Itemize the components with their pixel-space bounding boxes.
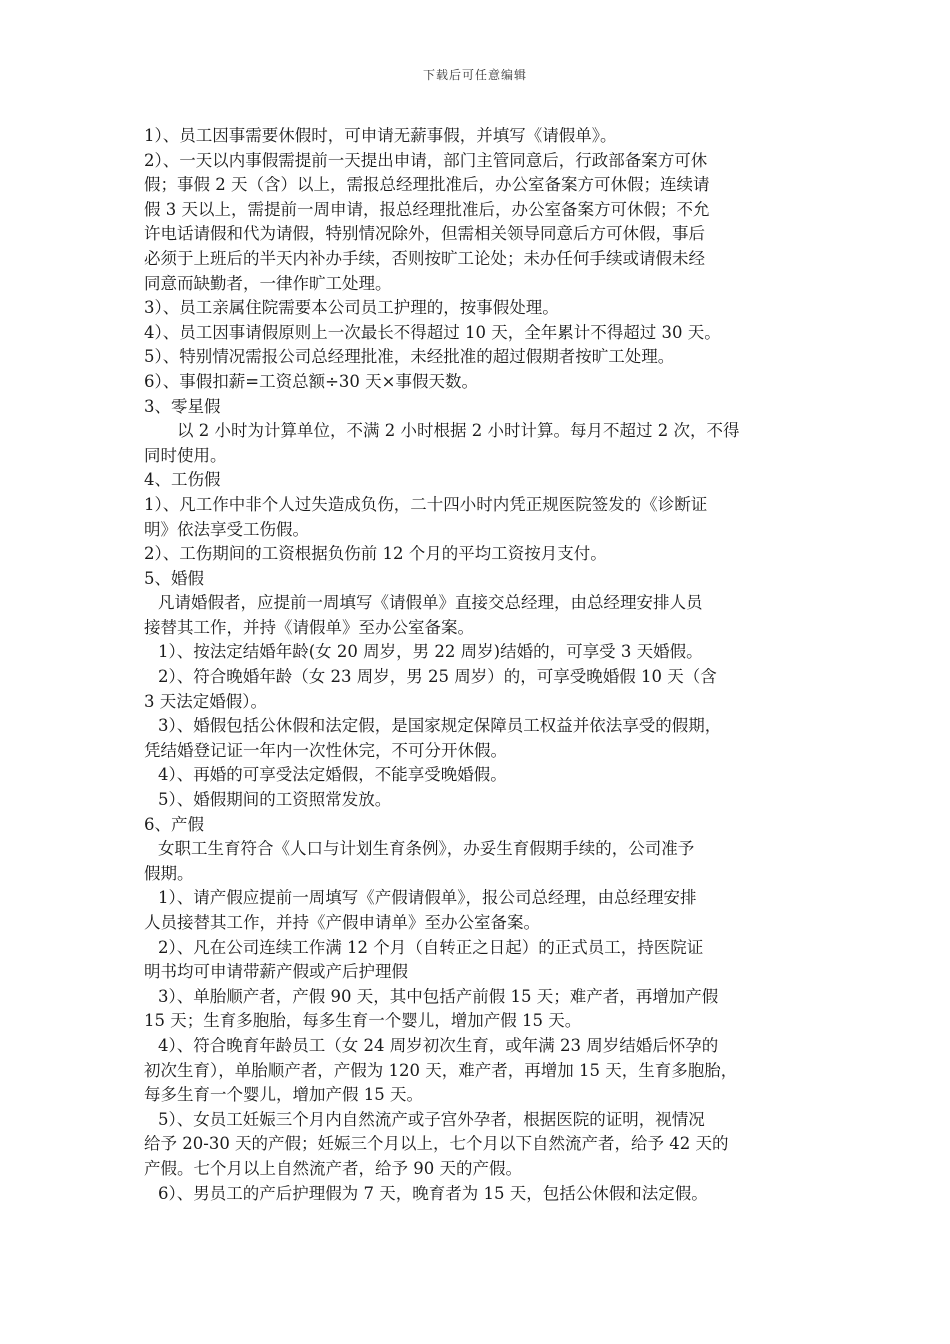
text-line: 假；事假 2 天（含）以上，需报总经理批准后，办公室备案方可休假；连续请 (144, 175, 710, 195)
text-line: 6）、事假扣薪=工资总额÷30 天×事假天数。 (144, 371, 478, 391)
text-line: 4、工伤假 (144, 470, 221, 490)
text-line: 1）、按法定结婚年龄(女 20 周岁，男 22 周岁)结婚的，可享受 3 天婚假。 (158, 642, 703, 662)
text-line: 5）、女员工妊娠三个月内自然流产或子宫外孕者，根据医院的证明，视情况 (158, 1109, 705, 1129)
text-line: 3 天法定婚假）。 (144, 691, 267, 711)
text-line: 明》依法享受工伤假。 (144, 519, 309, 539)
text-line: 明书均可申请带薪产假或产后护理假 (144, 962, 408, 982)
text-line: 以 2 小时为计算单位，不满 2 小时根据 2 小时计算。每月不超过 2 次，不得 (177, 421, 740, 441)
text-line: 1）、凡工作中非个人过失造成负伤，二十四小时内凭正规医院签发的《诊断证 (144, 494, 708, 514)
text-line: 给予 20-30 天的产假；妊娠三个月以上，七个月以下自然流产者，给予 42 天的 (144, 1134, 729, 1154)
text-line: 许电话请假和代为请假，特别情况除外，但需相关领导同意后方可休假，事后 (144, 224, 705, 244)
text-line: 2）、凡在公司连续工作满 12 个月（自转正之日起）的正式员工，持医院证 (158, 937, 704, 957)
text-line: 5、婚假 (144, 568, 204, 588)
text-line: 1）、请产假应提前一周填写《产假请假单》，报公司总经理，由总经理安排 (158, 888, 697, 908)
text-line: 同时使用。 (144, 445, 227, 465)
document-body (144, 124, 816, 1206)
text-line: 假期。 (144, 863, 194, 883)
text-line: 1）、员工因事需要休假时，可申请无薪事假，并填写《请假单》。 (144, 126, 617, 145)
text-line: 4）、符合晚育年龄员工（女 24 周岁初次生育，或年满 23 周岁结婚后怀孕的 (158, 1035, 719, 1055)
text-line: 2）、工伤期间的工资根据负伤前 12 个月的平均工资按月支付。 (144, 544, 607, 564)
text-line: 3）、婚假包括公休假和法定假，是国家规定保障员工权益并依法享受的假期， (158, 716, 722, 736)
text-line: 5）、婚假期间的工资照常发放。 (158, 790, 392, 810)
text-line: 女职工生育符合《人口与计划生育条例》，办妥生育假期手续的，公司准予 (158, 839, 695, 859)
text-line: 2）、一天以内事假需提前一天提出申请，部门主管同意后，行政部备案方可休 (144, 150, 708, 170)
text-line: 3、零星假 (144, 396, 221, 416)
text-line: 6）、男员工的产后护理假为 7 天，晚育者为 15 天，包括公休假和法定假。 (158, 1183, 708, 1203)
text-line: 6、产假 (144, 814, 204, 834)
text-line: 凡请婚假者，应提前一周填写《请假单》直接交总经理，由总经理安排人员 (158, 593, 703, 613)
text-line: 3）、员工亲属住院需要本公司员工护理的，按事假处理。 (144, 298, 559, 318)
page-header: 下载后可任意编辑 (422, 68, 527, 82)
text-line: 5）、特别情况需报公司总经理批准，未经批准的超过假期者按旷工处理。 (144, 347, 675, 367)
text-line: 同意而缺勤者，一律作旷工处理。 (144, 273, 392, 293)
text-line: 初次生育），单胎顺产者，产假为 120 天，难产者，再增加 15 天，生育多胞胎， (144, 1060, 738, 1080)
text-line: 2）、符合晚婚年龄（女 23 周岁，男 25 周岁）的，可享受晚婚假 10 天（含 (158, 667, 717, 687)
text-line: 4）、员工因事请假原则上一次最长不得超过 10 天，全年累计不得超过 30 天。 (144, 322, 721, 342)
text-line: 凭结婚登记证一年内一次性休完，不可分开休假。 (144, 740, 507, 760)
text-line: 接替其工作，并持《请假单》至办公室备案。 (144, 617, 474, 637)
text-line: 4）、再婚的可享受法定婚假，不能享受晚婚假。 (158, 765, 507, 785)
text-line: 15 天；生育多胞胎，每多生育一个婴儿，增加产假 15 天。 (144, 1011, 582, 1031)
text-line: 假 3 天以上，需提前一周申请，报总经理批准后，办公室备案方可休假；不允 (144, 199, 710, 219)
text-line: 必须于上班后的半天内补办手续，否则按旷工论处；未办任何手续或请假未经 (144, 248, 705, 268)
text-line: 3）、单胎顺产者，产假 90 天，其中包括产前假 15 天；难产者，再增加产假 (158, 986, 719, 1006)
text-line: 产假。七个月以上自然流产者，给予 90 天的产假。 (144, 1158, 522, 1178)
text-line: 每多生育一个婴儿，增加产假 15 天。 (144, 1085, 423, 1105)
text-line: 人员接替其工作，并持《产假申请单》至办公室备案。 (144, 913, 540, 932)
